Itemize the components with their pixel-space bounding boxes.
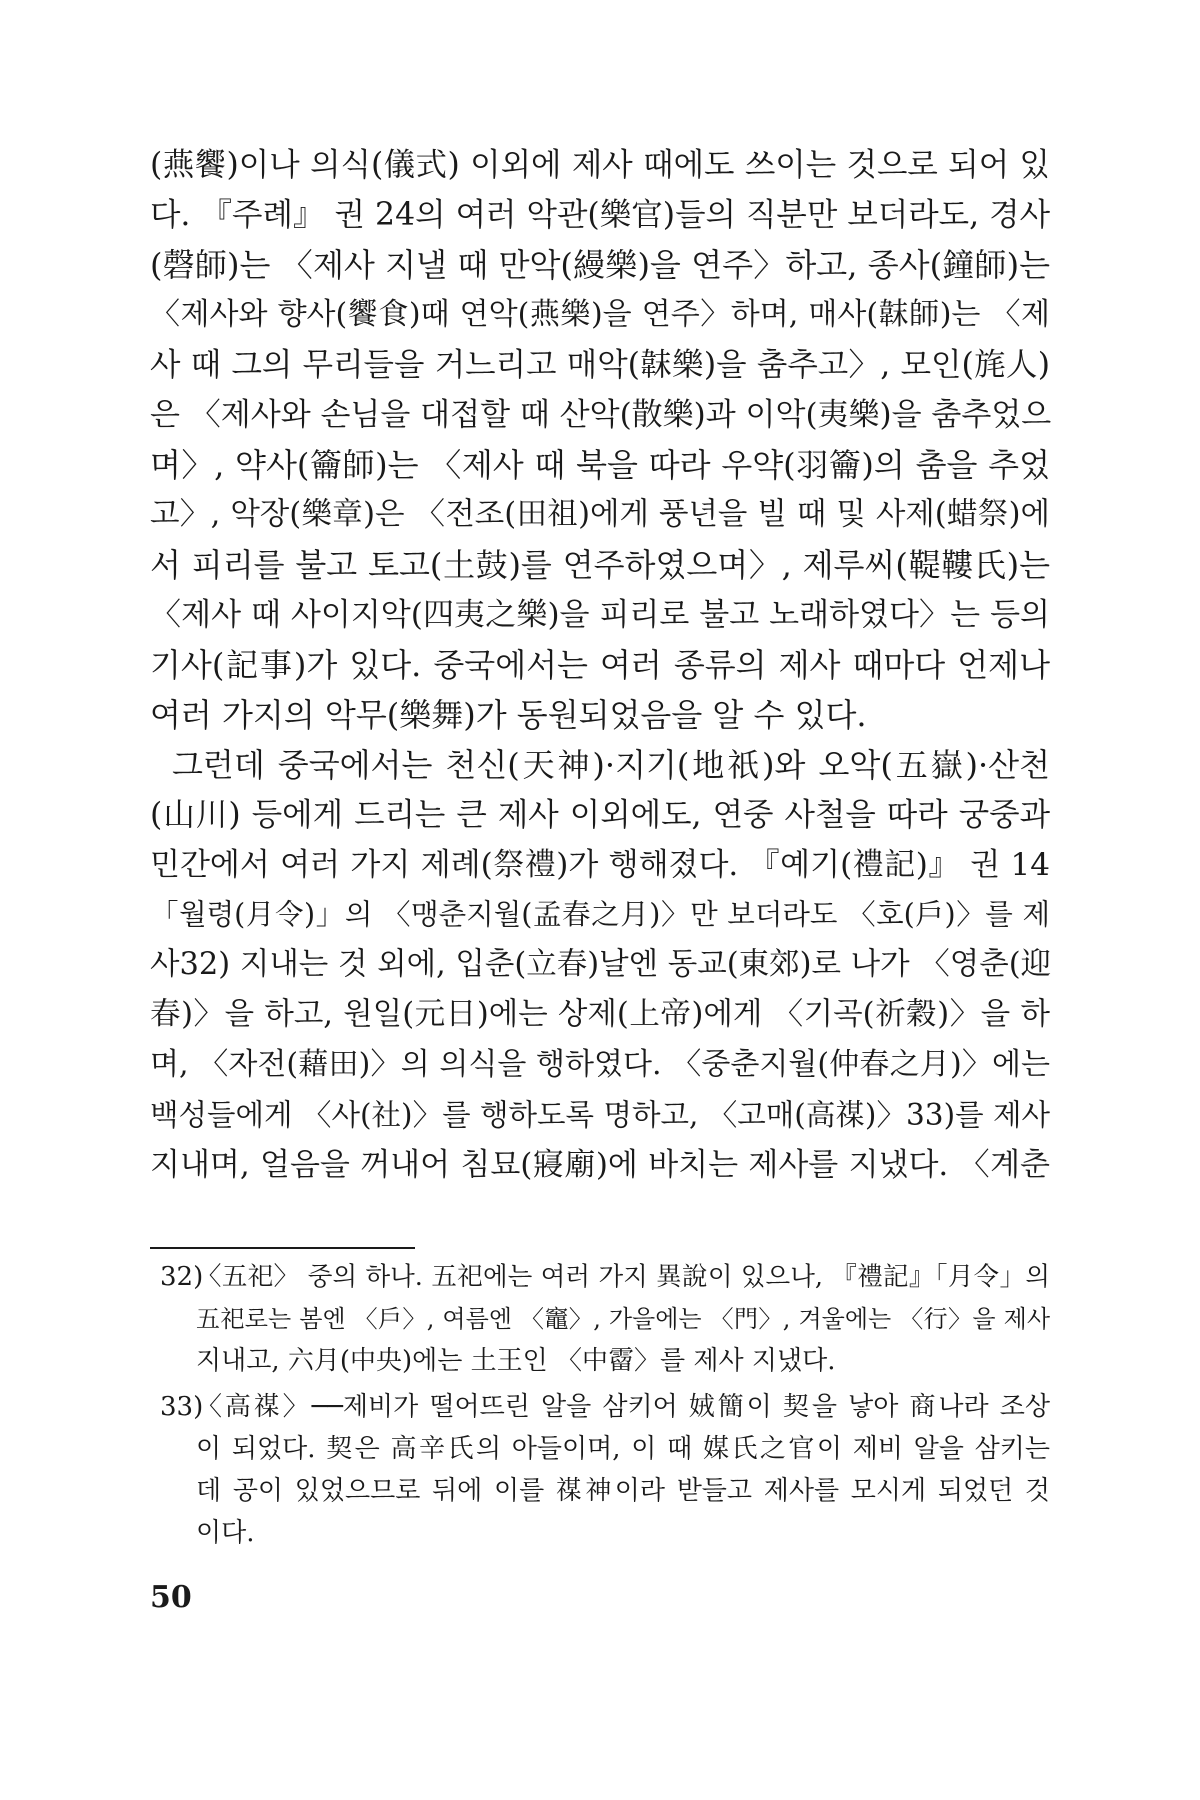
footnote-number: 32) xyxy=(160,1262,204,1292)
text-line: (燕饗)이나 의식(儀式) 이외에 제사 때에도 쓰이는 것으로 되어 있 xyxy=(150,147,1050,183)
text-line: 지내며, 얼음을 꺼내어 침묘(寢廟)에 바치는 제사를 지냈다. 〈계춘 xyxy=(150,1147,1050,1183)
text-line: 은 〈제사와 손님을 대접할 때 산악(散樂)과 이악(夷樂)을 춤추었으 xyxy=(150,397,1052,433)
text-line: 고〉, 악장(樂章)은 〈전조(田祖)에게 풍년을 빌 때 및 사제(蜡祭)에 xyxy=(150,497,1050,532)
page-number: 50 xyxy=(150,1580,192,1615)
footnote-line: 데 공이 있었으므로 뒤에 이를 禖神이라 받들고 제사를 모시게 되었던 것 xyxy=(196,1476,1050,1506)
footnote-divider xyxy=(150,1247,415,1249)
footnote-line: 五祀로는 봄엔 〈戶〉, 여름엔 〈竈〉, 가을에는 〈門〉, 겨울에는 〈行〉을 제사 xyxy=(196,1305,1050,1333)
footnote-line: 〈高禖〉──제비가 떨어뜨린 알을 삼키어 娀簡이 契을 낳아 商나라 조상 xyxy=(196,1392,1050,1422)
text-line: 〈제사와 향사(饗食)때 연악(燕樂)을 연주〉하며, 매사(韎師)는 〈제 xyxy=(150,297,1050,332)
footnote-line: 이 되었다. 契은 高辛氏의 아들이며, 이 때 媒氏之官이 제비 알을 삼키는 xyxy=(196,1434,1050,1464)
text-line: (山川) 등에게 드리는 큰 제사 이외에도, 연중 사철을 따라 궁중과 xyxy=(150,797,1050,833)
text-line: 〈제사 때 사이지악(四夷之樂)을 피리로 불고 노래하였다〉는 등의 xyxy=(150,597,1050,633)
text-line: 백성들에게 〈사(社)〉를 행하도록 명하고, 〈고매(高禖)〉33)를 제사 xyxy=(150,1098,1050,1132)
text-line: 며〉, 약사(籥師)는 〈제사 때 북을 따라 우약(羽籥)의 춤을 추었 xyxy=(150,446,1050,484)
text-line: 민간에서 여러 가지 제례(祭禮)가 행해졌다. 『예기(禮記)』 권 14 xyxy=(150,847,1050,883)
footnote-line: 지내고, 六月(中央)에는 土王인 〈中霤〉를 제사 지냈다. xyxy=(196,1346,836,1376)
text-line: 다. 『주례』 권 24의 여러 악관(樂官)들의 직분만 보더라도, 경사 xyxy=(150,197,1050,233)
text-line: 여러 가지의 악무(樂舞)가 동원되었음을 알 수 있다. xyxy=(150,696,867,734)
text-line: 「월령(月令)」의 〈맹춘지월(孟春之月)〉만 보더라도 〈호(戶)〉를 제 xyxy=(150,898,1050,931)
text-line: 그런데 중국에서는 천신(天神)·지기(地祇)와 오악(五嶽)·산천 xyxy=(172,746,1050,784)
text-line: 서 피리를 불고 토고(土鼓)를 연주하였으며〉, 제루씨(鞮鞻氏)는 xyxy=(150,546,1050,584)
text-line: (磬師)는 〈제사 지낼 때 만악(縵樂)을 연주〉하고, 종사(鐘師)는 xyxy=(150,246,1050,284)
text-line: 春)〉을 하고, 원일(元日)에는 상제(上帝)에게 〈기곡(祈穀)〉을 하 xyxy=(150,997,1050,1032)
text-line: 사 때 그의 무리들을 거느리고 매악(韎樂)을 춤추고〉, 모인(旄人) xyxy=(150,347,1050,383)
footnote-number: 33) xyxy=(160,1392,204,1422)
footnote-line: 이다. xyxy=(196,1518,255,1548)
footnote-line: 〈五祀〉 중의 하나. 五祀에는 여러 가지 異說이 있으나, 『禮記』「月令」의 xyxy=(196,1262,1050,1292)
text-line: 며, 〈자전(藉田)〉의 의식을 행하였다. 〈중춘지월(仲春之月)〉에는 xyxy=(150,1047,1050,1082)
text-line: 기사(記事)가 있다. 중국에서는 여러 종류의 제사 때마다 언제나 xyxy=(150,646,1050,684)
text-line: 사32) 지내는 것 외에, 입춘(立春)날엔 동교(東郊)로 나가 〈영춘(迎 xyxy=(150,947,1052,982)
